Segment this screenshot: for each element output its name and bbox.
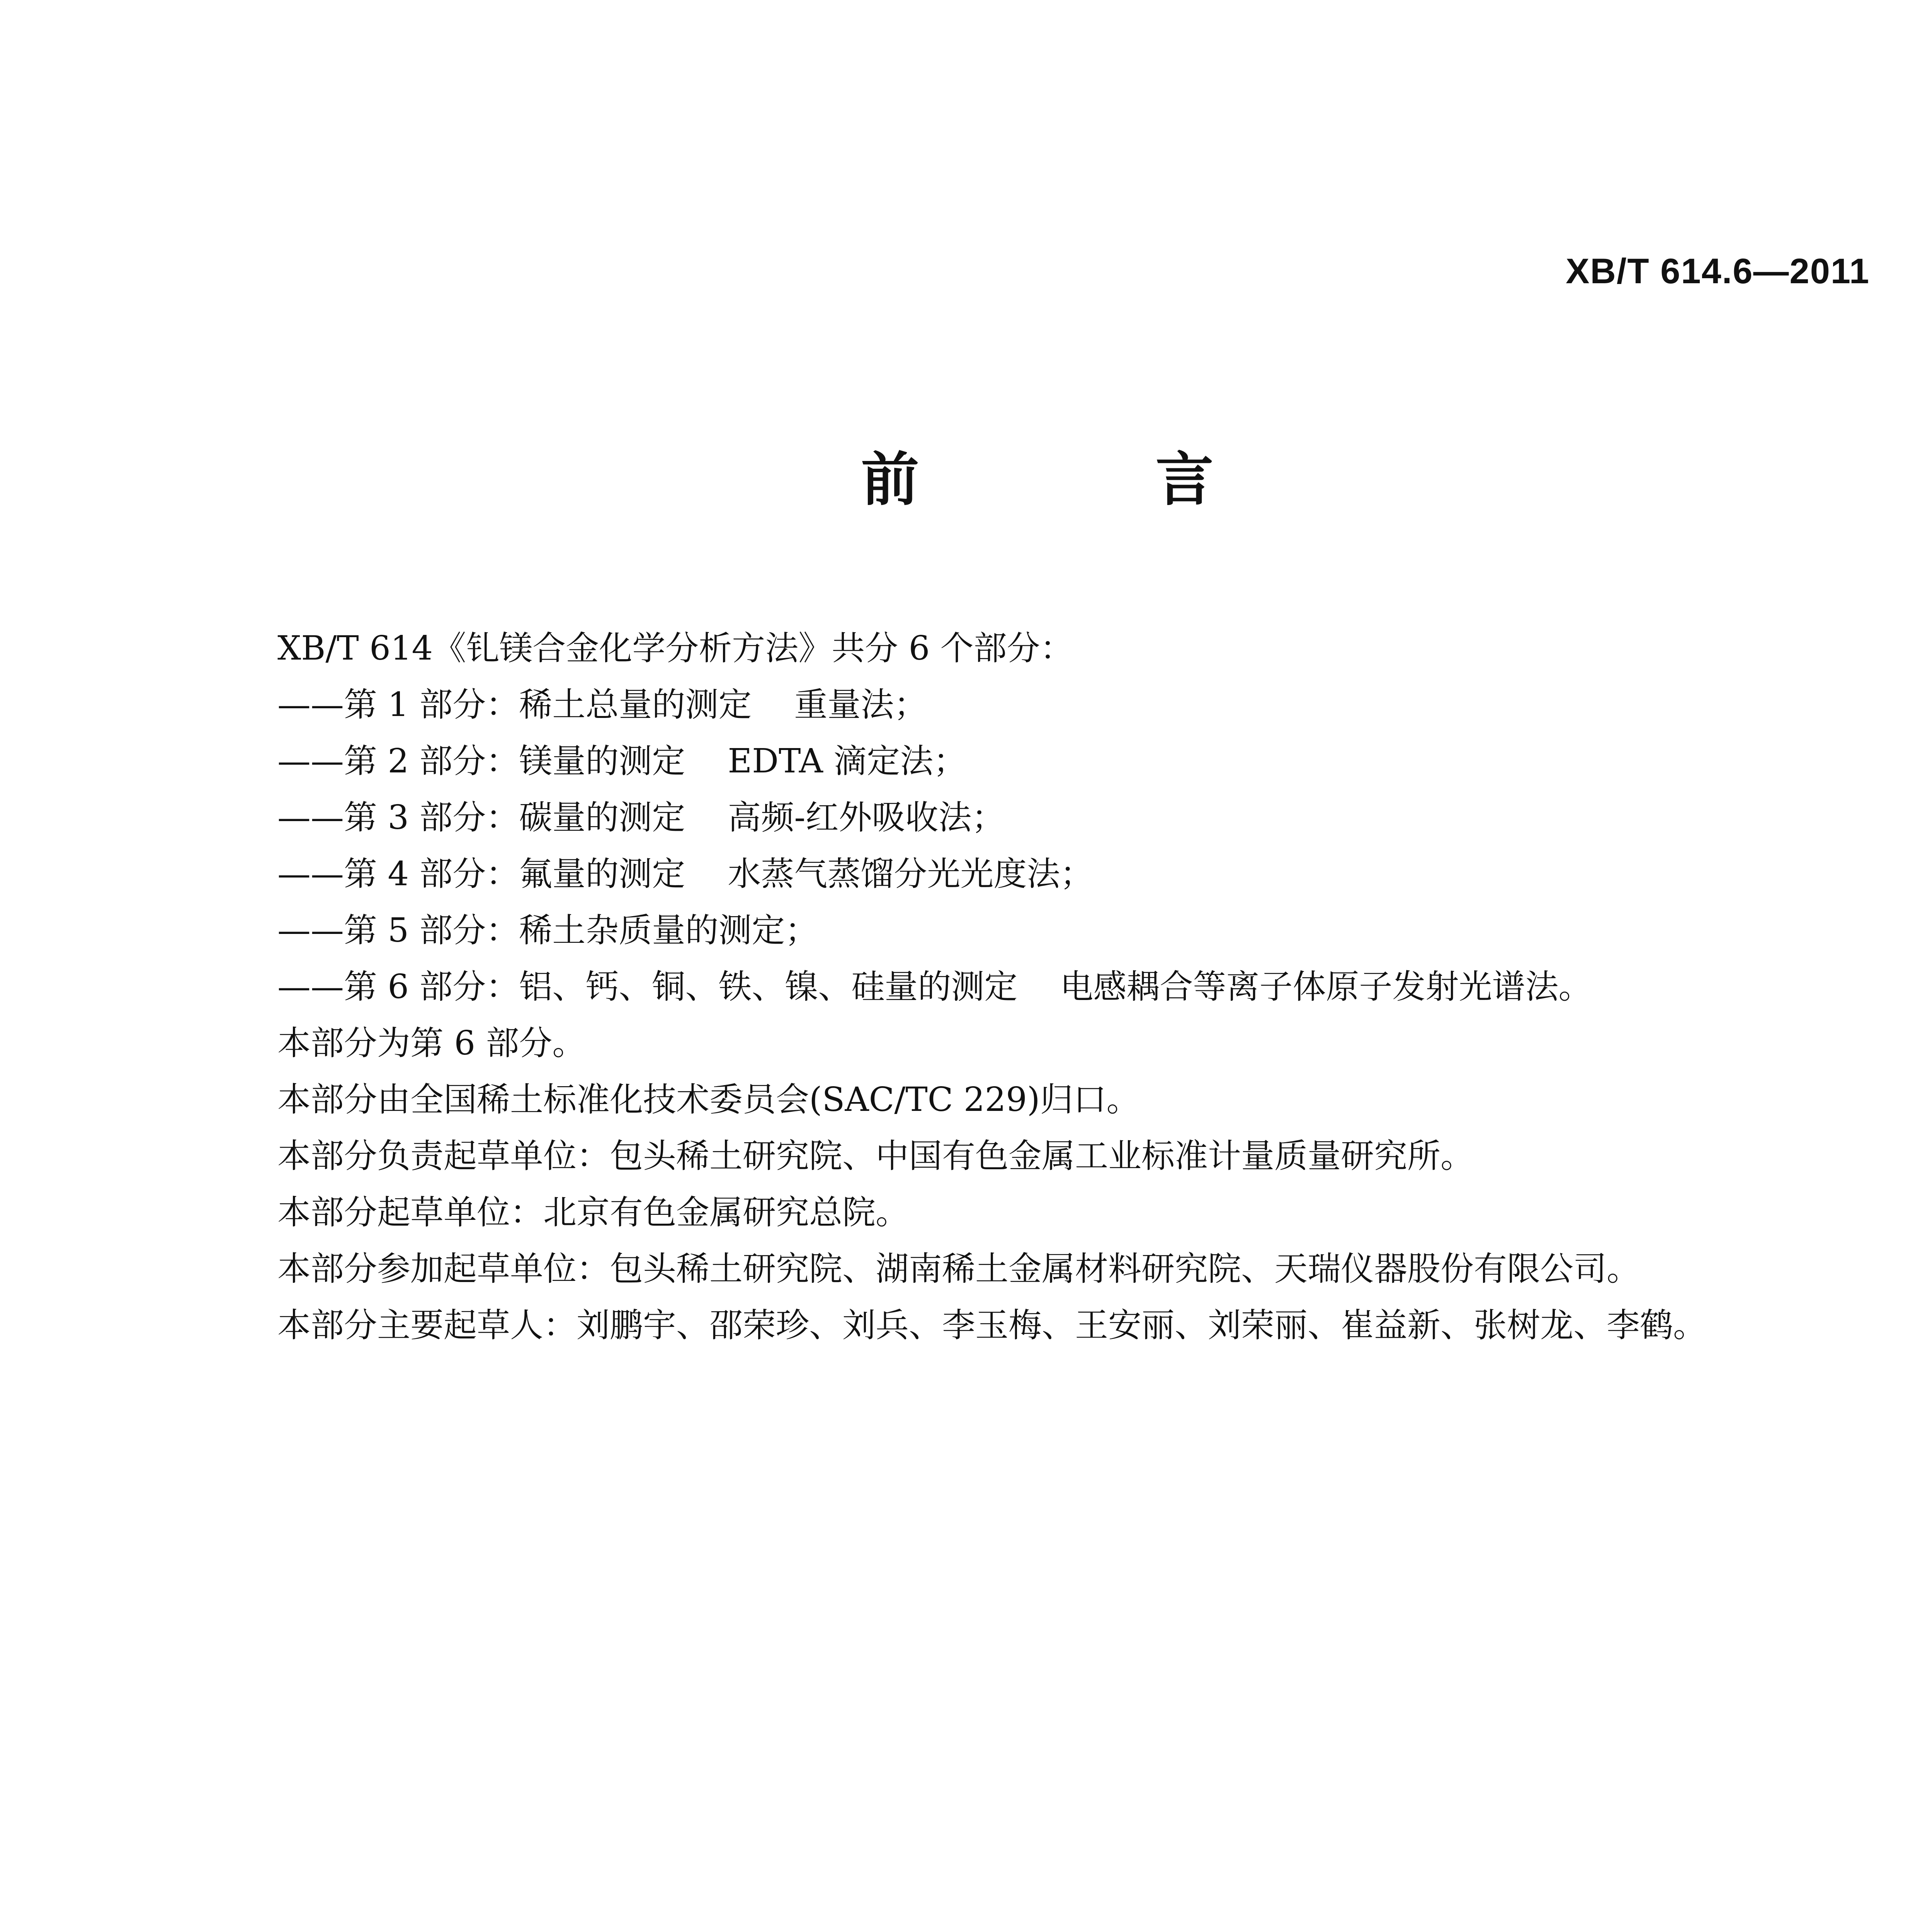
standard-code: XB/T 614.6—2011 (1566, 252, 1870, 291)
part-4-method: 水蒸气蒸馏分光光度法； (728, 855, 1094, 893)
part-2-method: EDTA 滴定法； (728, 742, 967, 781)
part-3-name: ——第 3 部分：碳量的测定 (277, 798, 685, 837)
parts-intro: XB/T 614《钆镁合金化学分析方法》共分 6 个部分： (277, 629, 1073, 668)
part-1-name: ——第 1 部分：稀土总量的测定 (277, 685, 752, 724)
part-6-item (277, 959, 1881, 1015)
part-1-item (277, 677, 1881, 733)
part-4-name: ——第 4 部分：氟量的测定 (277, 855, 685, 893)
responsible-committee: 本部分由全国稀土标准化技术委员会(SAC/TC 229)归口。 (277, 1080, 1140, 1119)
page-title: 前 言 (861, 446, 1322, 514)
main-drafters: 本部分主要起草人：刘鹏宇、邵荣珍、刘兵、李玉梅、王安丽、刘荣丽、崔益新、张树龙、李鹤。 (277, 1306, 1706, 1345)
part-6-method: 电感耦合等离子体原子发射光谱法。 (1060, 968, 1592, 1006)
participating-units: 本部分参加起草单位：包头稀土研究院、湖南稀土金属材料研究院、天瑞仪器股份有限公司。 (277, 1250, 1640, 1288)
part-4-item (277, 846, 1881, 902)
part-2-item (277, 733, 1881, 789)
part-3-item (277, 789, 1881, 846)
part-3-method: 高频-红外吸收法； (728, 798, 1005, 837)
part-5-item: ——第 5 部分：稀土杂质量的测定； (277, 911, 818, 950)
part-2-name: ——第 2 部分：镁量的测定 (277, 742, 685, 781)
lead-drafting-units: 本部分负责起草单位：包头稀土研究院、中国有色金属工业标准计量质量研究所。 (277, 1137, 1474, 1175)
part-6-name: ——第 6 部分：铝、钙、铜、铁、镍、硅量的测定 (277, 968, 1018, 1006)
part-statement: 本部分为第 6 部分。 (277, 1024, 586, 1063)
drafting-unit: 本部分起草单位：北京有色金属研究总院。 (277, 1193, 909, 1232)
foreword-body (277, 620, 1881, 1354)
part-1-method: 重量法； (794, 685, 927, 724)
